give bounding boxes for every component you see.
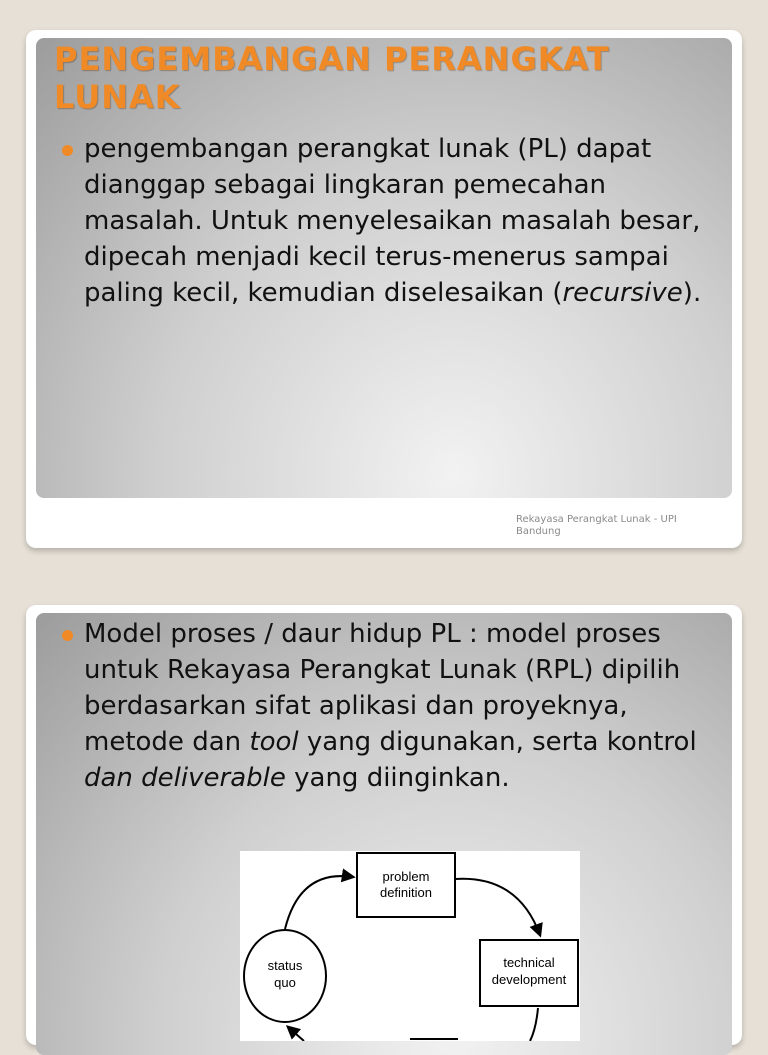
slide-1 bbox=[26, 30, 742, 548]
arrow-definition-to-development bbox=[455, 879, 540, 935]
problem-definition-label: problem bbox=[382, 869, 430, 884]
bullet-text-part: pengembangan perangkat lunak (PL) dapat dianggap sebagai lingkaran pemecahan masalah. Untuk menyelesaikan masalah besar, dipecah menjadi kecil terus-menerus sampai paling kecil, kemudian diselesaikan ( bbox=[84, 134, 701, 308]
technical-development-label: technical bbox=[503, 955, 555, 970]
bullet-text-emphasis: recursive bbox=[562, 278, 683, 308]
arrow-status-quo-to-definition bbox=[285, 876, 353, 929]
bullet-text-part: Model proses / daur hidup PL : model proses untuk Rekayasa Perangkat Lunak (RPL) dipilih berdasarkan sifat aplikasi dan proyeknya, metode dan bbox=[84, 619, 681, 757]
slide-2-content-panel bbox=[36, 613, 732, 1055]
bullet-text-part: yang diinginkan. bbox=[285, 763, 510, 793]
slide-2 bbox=[26, 605, 742, 1045]
slide-1-content-panel bbox=[36, 38, 732, 498]
problem-definition-box bbox=[357, 853, 455, 917]
bullet-text-part: ). bbox=[682, 278, 702, 308]
problem-definition-label: definition bbox=[379, 885, 433, 900]
bullet-dot bbox=[62, 630, 73, 641]
slide-1-bullet-text bbox=[84, 131, 722, 311]
bullet-text-part: yang digunakan, serta kontrol bbox=[298, 727, 697, 757]
bullet-text-emphasis: tool bbox=[249, 727, 299, 757]
bullet-text-emphasis: dan deliverable bbox=[84, 763, 286, 793]
technical-development-label: development bbox=[491, 972, 567, 987]
problem-solving-loop-diagram bbox=[240, 851, 580, 1041]
slide-2-bullet-text bbox=[84, 616, 722, 796]
bullet-dot bbox=[62, 145, 73, 156]
status-quo-label: quo bbox=[274, 975, 296, 990]
arrow-to-status-quo bbox=[288, 1027, 304, 1041]
slide-footer: Rekayasa Perangkat Lunak - UPI Bandung bbox=[516, 514, 677, 537]
arrow-development-downward bbox=[530, 1008, 538, 1041]
slide-title: PENGEMBANGAN PERANGKAT LUNAK bbox=[54, 40, 610, 116]
status-quo-circle bbox=[244, 930, 326, 1022]
status-quo-label: status bbox=[267, 958, 303, 973]
technical-development-box bbox=[480, 940, 578, 1006]
